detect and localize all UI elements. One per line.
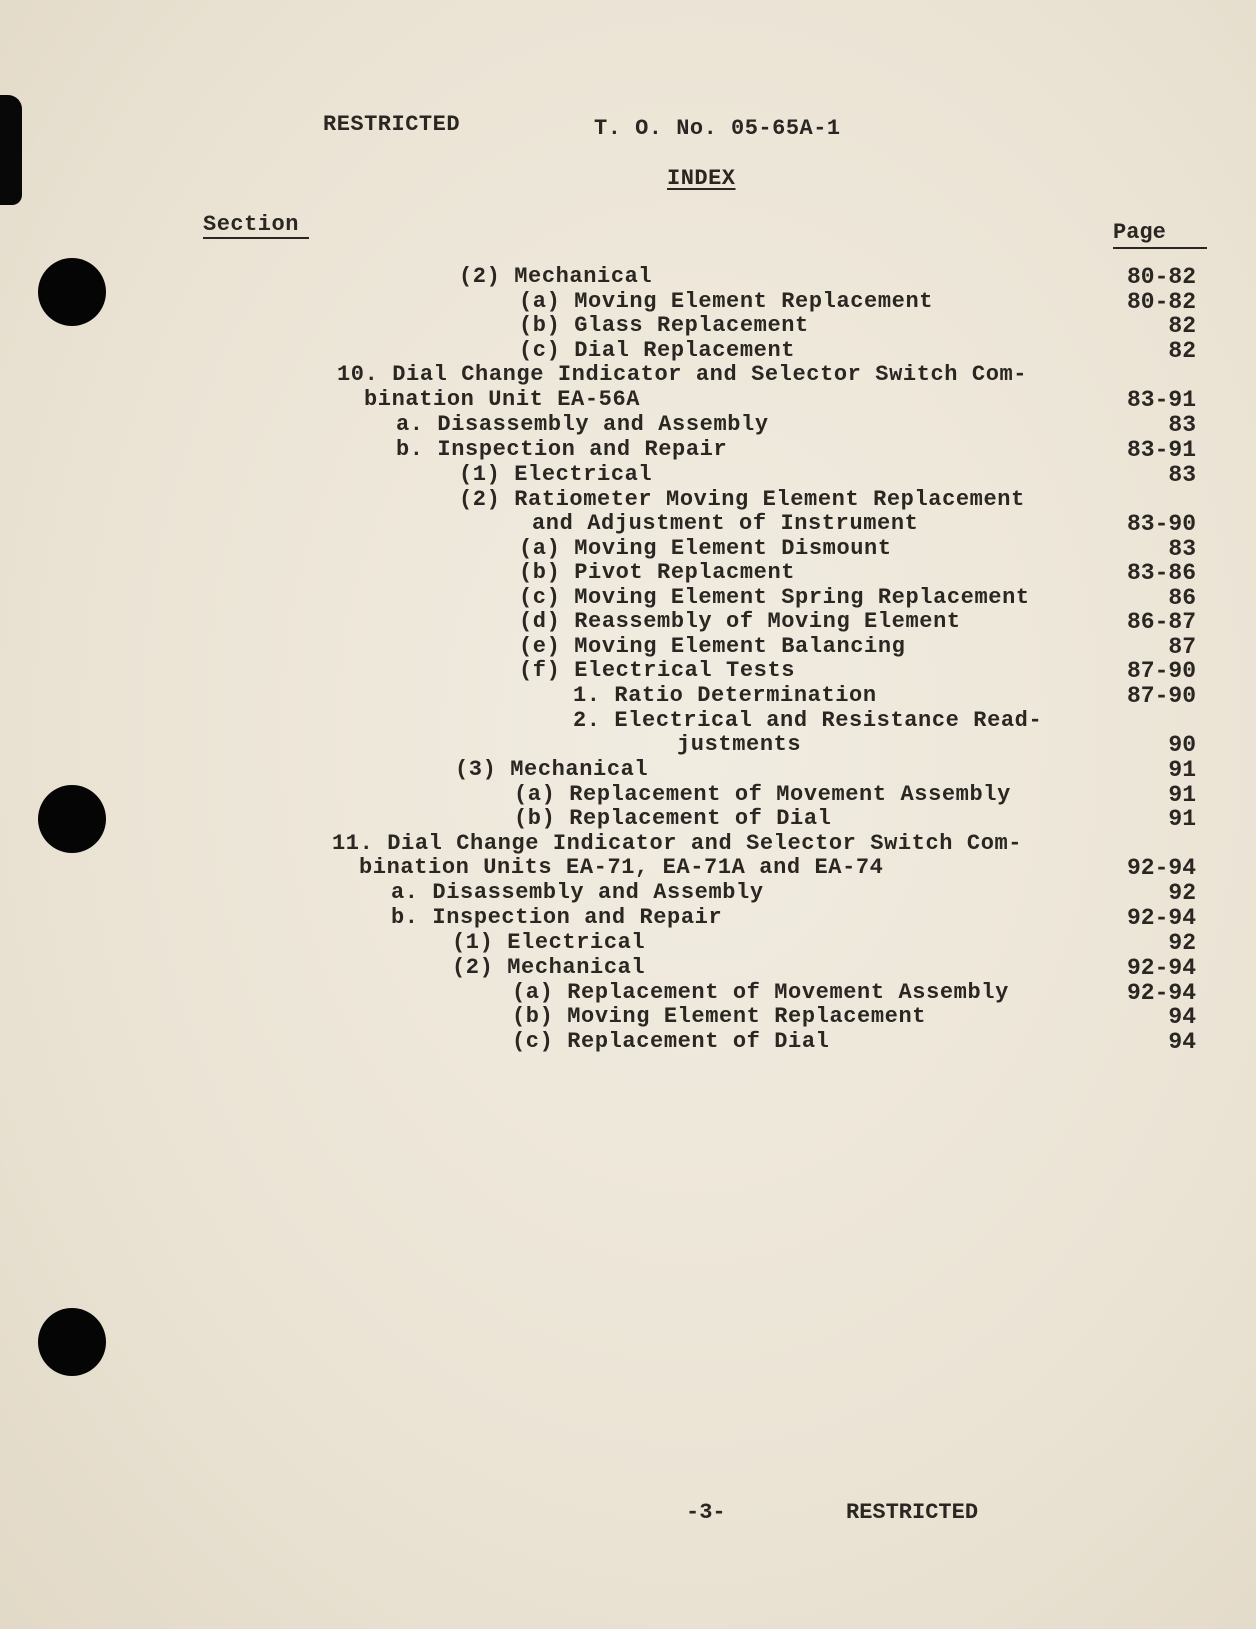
entry-page: 86-87 — [1126, 609, 1196, 635]
entry-text: (b) Moving Element Replacement — [512, 1004, 927, 1029]
entry-page: 80-82 — [1126, 264, 1196, 290]
entry-text: a. Disassembly and Assembly — [396, 412, 769, 437]
entry-text: (e) Moving Element Balancing — [519, 634, 906, 659]
index-entry — [0, 463, 1256, 487]
doc-number: T. O. No. 05-65A-1 — [594, 116, 841, 141]
entry-text: (c) Dial Replacement — [519, 338, 796, 363]
entry-page: 92 — [1168, 930, 1196, 956]
entry-text: b. Inspection and Repair — [396, 437, 728, 462]
entry-page: 87 — [1168, 634, 1196, 660]
entry-page: 83 — [1168, 412, 1196, 438]
index-entry — [0, 265, 1256, 289]
entry-text: 1. Ratio Determination — [573, 683, 877, 708]
entry-page: 83-91 — [1126, 387, 1196, 413]
entry-page: 91 — [1168, 782, 1196, 808]
index-entry — [0, 537, 1256, 561]
index-entry — [0, 733, 1256, 757]
entry-text: (f) Electrical Tests — [519, 658, 796, 683]
entry-text: a. Disassembly and Assembly — [391, 880, 764, 905]
entry-page: 94 — [1168, 1004, 1196, 1030]
index-entry — [0, 1030, 1256, 1054]
entry-page: 90 — [1168, 732, 1196, 758]
index-entry — [0, 906, 1256, 930]
entry-text: (b) Pivot Replacment — [519, 560, 796, 585]
entry-text: (d) Reassembly of Moving Element — [519, 609, 961, 634]
index-entry — [0, 758, 1256, 782]
entry-text: (1) Electrical — [452, 930, 646, 955]
index-entry — [0, 709, 1256, 733]
entry-page: 92 — [1168, 880, 1196, 906]
index-entry — [0, 635, 1256, 659]
entry-page: 83-86 — [1126, 560, 1196, 586]
entry-page: 83-91 — [1126, 437, 1196, 463]
entry-page: 94 — [1168, 1029, 1196, 1055]
index-entry — [0, 413, 1256, 437]
entry-text: (b) Glass Replacement — [519, 313, 809, 338]
index-entry — [0, 684, 1256, 708]
entry-page: 91 — [1168, 806, 1196, 832]
index-entry — [0, 388, 1256, 412]
section-heading-rule — [203, 237, 309, 239]
entry-text: b. Inspection and Repair — [391, 905, 723, 930]
punch-hole-bottom — [38, 1308, 106, 1376]
index-entry — [0, 339, 1256, 363]
entry-page: 86 — [1168, 585, 1196, 611]
footer-page-number: -3- — [686, 1500, 726, 1525]
index-entry — [0, 586, 1256, 610]
entry-page: 91 — [1168, 757, 1196, 783]
entry-page: 87-90 — [1126, 683, 1196, 709]
index-entry — [0, 783, 1256, 807]
entry-page: 83 — [1168, 536, 1196, 562]
entry-text: (a) Moving Element Dismount — [519, 536, 892, 561]
entry-text: 10. Dial Change Indicator and Selector Switch Com- — [337, 362, 1028, 387]
index-entry — [0, 610, 1256, 634]
entry-text: (c) Replacement of Dial — [512, 1029, 830, 1054]
entry-text: (a) Moving Element Replacement — [519, 289, 934, 314]
index-entry — [0, 956, 1256, 980]
page-column-heading: Page — [1113, 220, 1166, 245]
entry-text: 11. Dial Change Indicator and Selector Switch Com- — [332, 831, 1023, 856]
entry-page: 92-94 — [1126, 955, 1196, 981]
entry-text: (b) Replacement of Dial — [514, 806, 832, 831]
index-entry — [0, 314, 1256, 338]
entry-text: bination Units EA-71, EA-71A and EA-74 — [359, 855, 884, 880]
entry-page: 83 — [1168, 462, 1196, 488]
entry-text: (2) Mechanical — [459, 264, 653, 289]
section-column-heading: Section — [203, 212, 299, 237]
entry-text: (1) Electrical — [459, 462, 653, 487]
entry-text: justments — [677, 732, 802, 757]
entry-page: 92-94 — [1126, 855, 1196, 881]
index-entry — [0, 881, 1256, 905]
index-entry — [0, 931, 1256, 955]
index-entry — [0, 512, 1256, 536]
entry-text: bination Unit EA-56A — [364, 387, 641, 412]
index-entry — [0, 856, 1256, 880]
index-entry — [0, 981, 1256, 1005]
entry-text: (a) Replacement of Movement Assembly — [512, 980, 1009, 1005]
index-entry — [0, 290, 1256, 314]
footer-classification: RESTRICTED — [846, 1500, 979, 1525]
header-restricted: RESTRICTED — [323, 112, 461, 137]
entry-text: (2) Ratiometer Moving Element Replacement — [459, 487, 1025, 512]
entry-text: (a) Replacement of Movement Assembly — [514, 782, 1011, 807]
entry-text: (3) Mechanical — [455, 757, 649, 782]
index-entry — [0, 561, 1256, 585]
index-entry — [0, 659, 1256, 683]
entry-page: 92-94 — [1126, 980, 1196, 1006]
entry-page: 87-90 — [1126, 658, 1196, 684]
entry-text: and Adjustment of Instrument — [532, 511, 919, 536]
index-entry — [0, 807, 1256, 831]
entry-page: 82 — [1168, 338, 1196, 364]
entry-text: 2. Electrical and Resistance Read- — [573, 708, 1043, 733]
edge-binding-mark — [0, 95, 22, 205]
index-entry — [0, 1005, 1256, 1029]
index-entry — [0, 832, 1256, 856]
entry-page: 83-90 — [1126, 511, 1196, 537]
index-entry — [0, 363, 1256, 387]
entry-page: 80-82 — [1126, 289, 1196, 315]
index-title: INDEX — [667, 166, 736, 191]
entry-text: (c) Moving Element Spring Replacement — [519, 585, 1030, 610]
page-heading-rule — [1113, 247, 1207, 249]
index-entry — [0, 488, 1256, 512]
entry-page: 92-94 — [1126, 905, 1196, 931]
entry-page: 82 — [1168, 313, 1196, 339]
index-entry — [0, 438, 1256, 462]
entry-text: (2) Mechanical — [452, 955, 646, 980]
